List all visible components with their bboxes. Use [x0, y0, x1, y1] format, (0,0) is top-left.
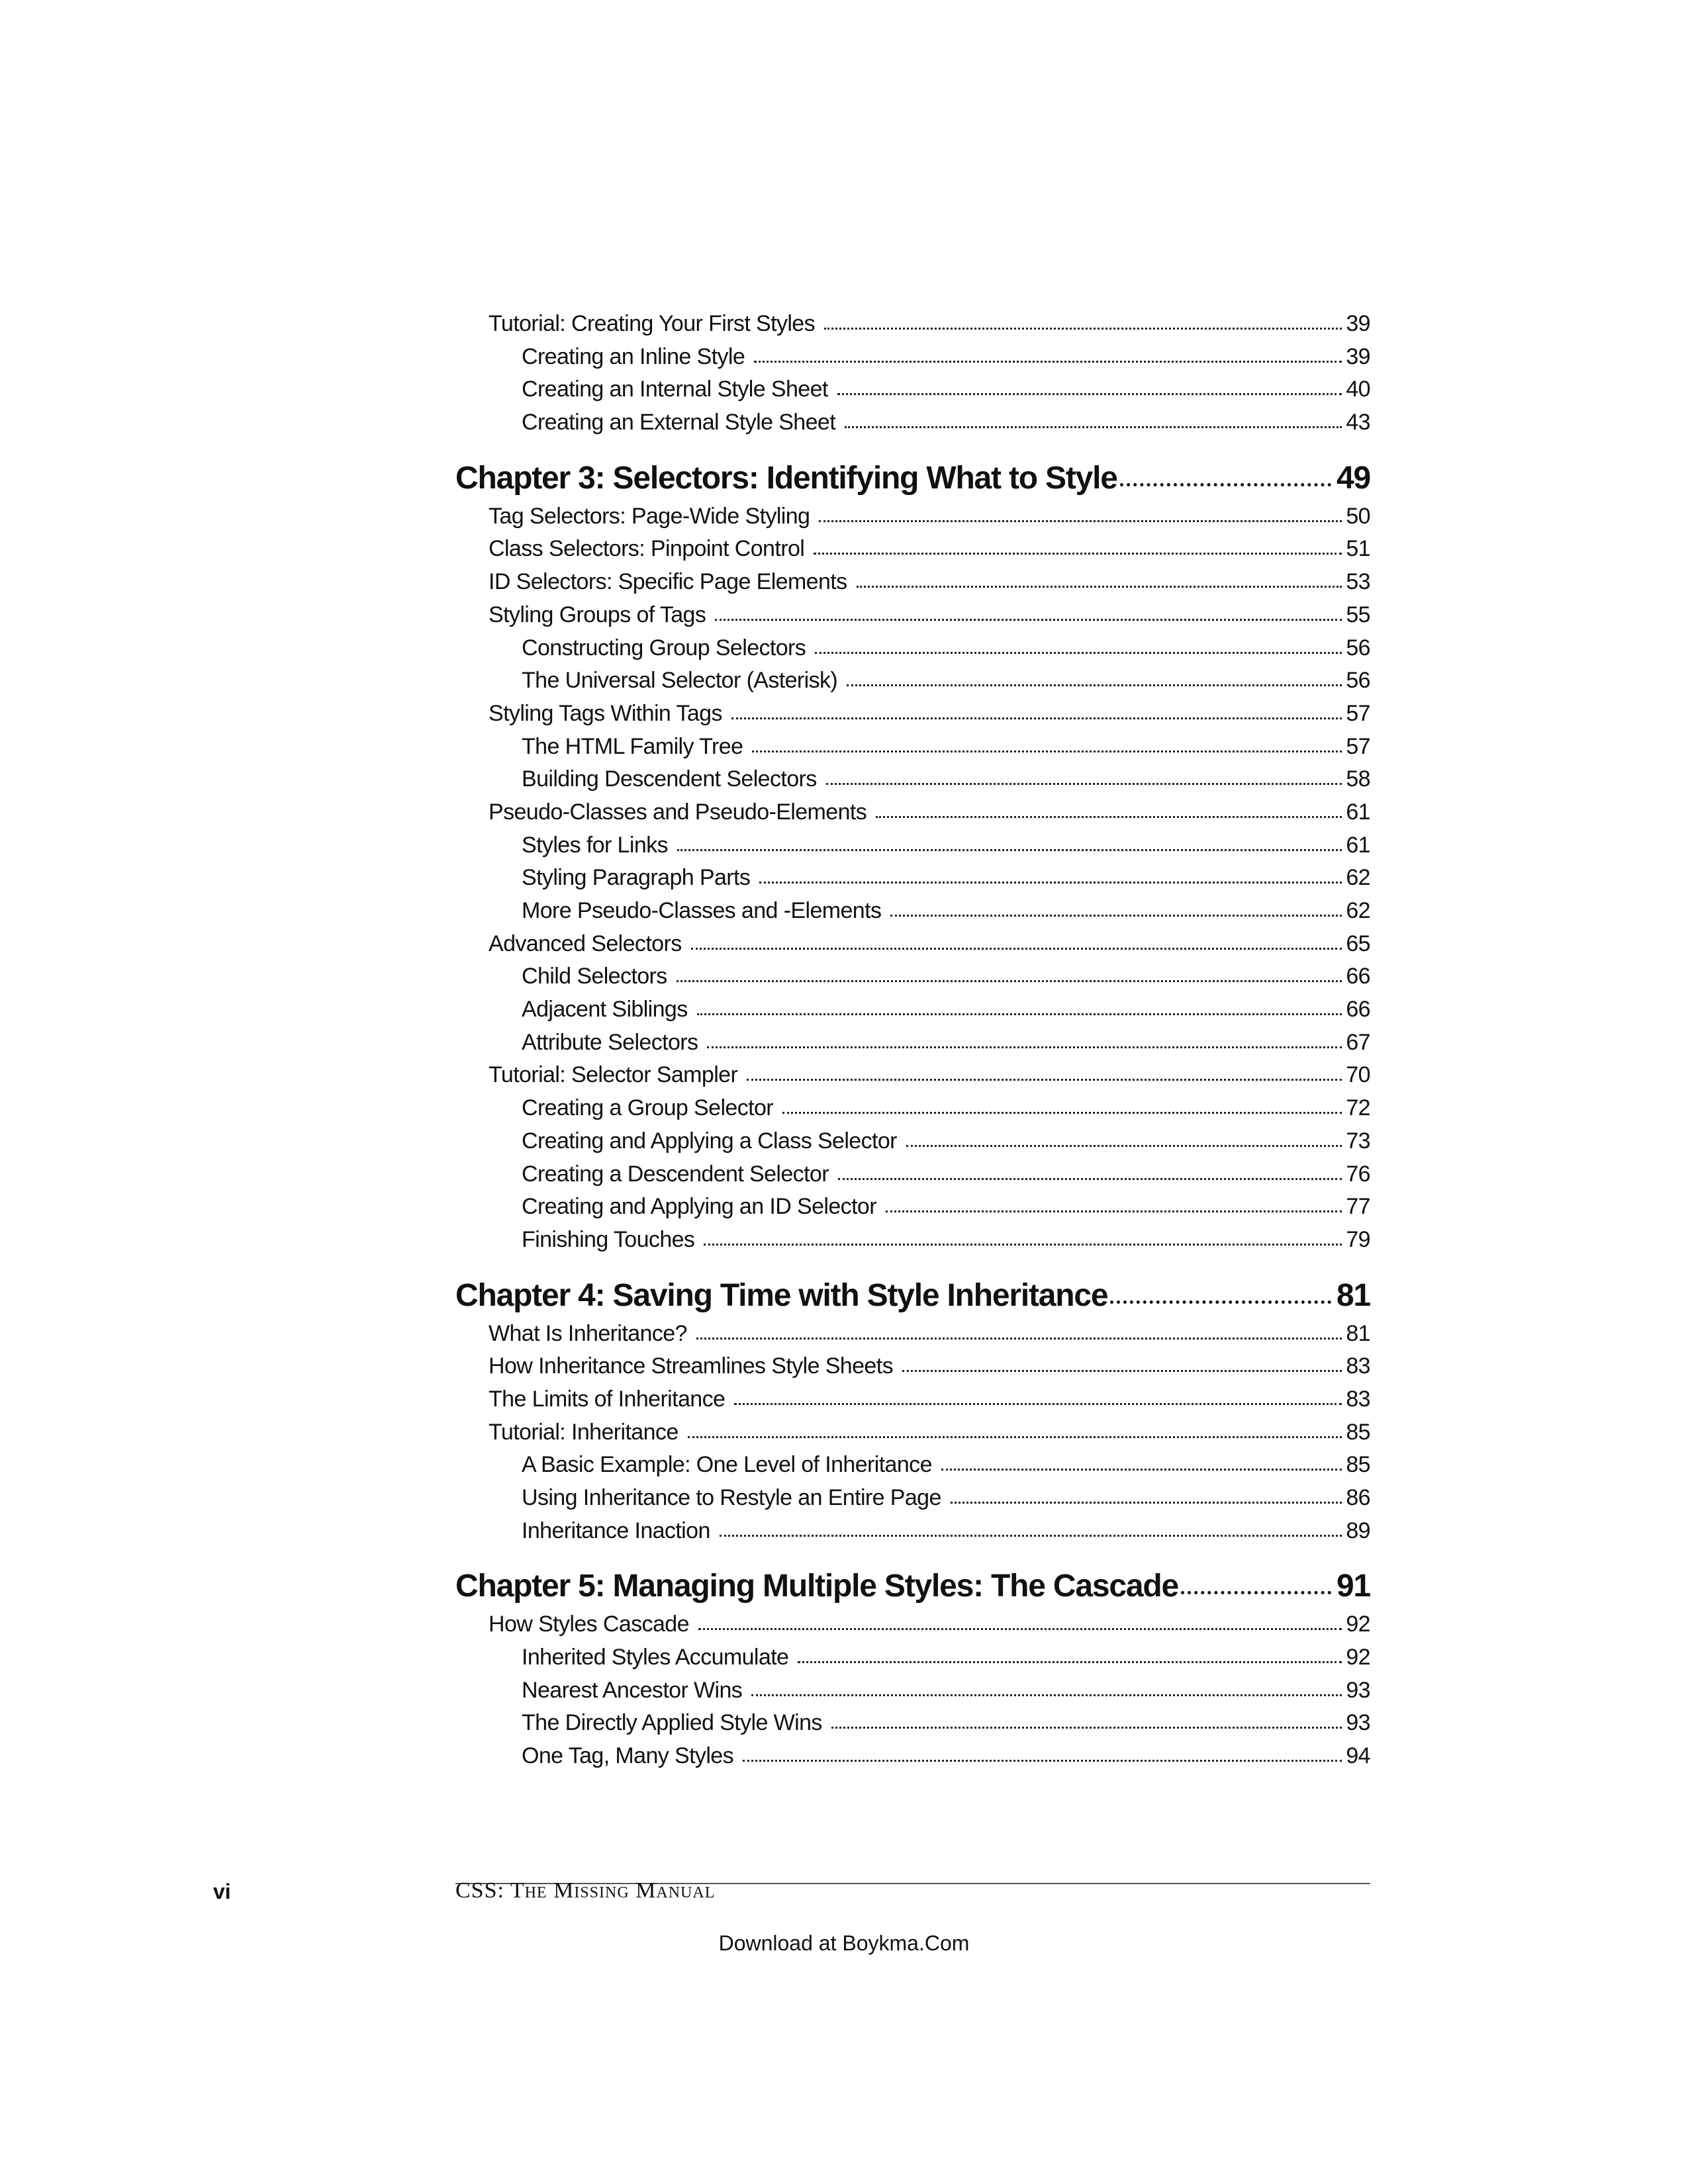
- toc-entry[interactable]: [455, 668, 1370, 701]
- toc-entry-page: 72: [1346, 1095, 1370, 1121]
- dot-leader: [890, 915, 1342, 917]
- toc-entry-page: 57: [1346, 733, 1370, 759]
- toc-entry-page: 83: [1346, 1386, 1370, 1412]
- dot-leader: [902, 1370, 1342, 1372]
- dot-leader: [1120, 483, 1331, 486]
- toc-entry-page: 93: [1346, 1677, 1370, 1703]
- toc-entry-title: The Limits of Inheritance: [489, 1386, 726, 1412]
- toc-entry-title: Inherited Styles Accumulate: [522, 1645, 789, 1670]
- toc-entry-page: 76: [1346, 1161, 1370, 1187]
- toc-entry[interactable]: [455, 311, 1370, 344]
- toc-entry-title: Building Descendent Selectors: [522, 766, 817, 792]
- dot-leader: [698, 1628, 1342, 1630]
- toc-entry-page: 43: [1346, 410, 1370, 435]
- toc-entry[interactable]: [455, 734, 1370, 767]
- toc-entry-page: 85: [1346, 1452, 1370, 1478]
- toc-entry-title: Chapter 5: Managing Multiple Styles: The Cascade: [455, 1569, 1178, 1604]
- toc-entry[interactable]: [455, 1678, 1370, 1711]
- toc-entry[interactable]: [455, 1062, 1370, 1095]
- toc-entry-title: Styling Tags Within Tags: [489, 700, 722, 726]
- toc-entry[interactable]: [455, 344, 1370, 377]
- dot-leader: [691, 948, 1342, 950]
- dot-leader: [831, 1727, 1342, 1729]
- toc-entry[interactable]: [455, 1710, 1370, 1743]
- toc-entry[interactable]: [455, 964, 1370, 997]
- toc-entry-page: 67: [1346, 1029, 1370, 1055]
- dot-leader: [697, 1013, 1342, 1015]
- toc-entry[interactable]: [455, 1227, 1370, 1260]
- dot-leader: [715, 619, 1342, 621]
- dot-leader: [1181, 1591, 1331, 1594]
- dot-leader: [819, 520, 1342, 522]
- dot-leader: [886, 1210, 1342, 1212]
- toc-entry[interactable]: [455, 1485, 1370, 1518]
- toc-entry[interactable]: [455, 1387, 1370, 1420]
- toc-entry-page: 57: [1346, 700, 1370, 726]
- dot-leader: [707, 1046, 1342, 1048]
- toc-entry[interactable]: [455, 504, 1370, 537]
- toc-entry-title: Using Inheritance to Restyle an Entire Page: [522, 1485, 941, 1510]
- toc-entry-page: 92: [1346, 1612, 1370, 1637]
- toc-entry[interactable]: [455, 1645, 1370, 1678]
- toc-entry[interactable]: [455, 865, 1370, 898]
- toc-entry-title: One Tag, Many Styles: [522, 1743, 733, 1769]
- dot-leader: [743, 1760, 1342, 1762]
- toc-entry[interactable]: [455, 410, 1370, 443]
- toc-entry-page: 70: [1346, 1062, 1370, 1088]
- toc-entry-title: Creating an Inline Style: [522, 343, 745, 369]
- toc-entry[interactable]: [455, 1353, 1370, 1387]
- toc-entry-title: Class Selectors: Pinpoint Control: [489, 536, 805, 562]
- toc-entry-title: Chapter 4: Saving Time with Style Inheritance: [455, 1277, 1108, 1313]
- toc-entry-title: Creating and Applying a Class Selector: [522, 1128, 897, 1154]
- running-footer-title: CSS: The Missing Manual: [455, 1878, 716, 1903]
- toc-entry-page: 51: [1346, 536, 1370, 562]
- toc-entry-title: ID Selectors: Specific Page Elements: [489, 569, 847, 595]
- dot-leader: [704, 1244, 1342, 1246]
- toc-entry[interactable]: [455, 635, 1370, 668]
- toc-entry[interactable]: [455, 1321, 1370, 1354]
- page-number: vi: [213, 1880, 231, 1903]
- toc-entry-title: Tutorial: Creating Your First Styles: [489, 311, 816, 336]
- toc-entry[interactable]: [455, 569, 1370, 602]
- toc-entry-page: 39: [1346, 343, 1370, 369]
- toc-entry[interactable]: [455, 536, 1370, 569]
- toc-entry-title: What Is Inheritance?: [489, 1320, 687, 1346]
- toc-entry-title: How Inheritance Streamlines Style Sheets: [489, 1353, 893, 1379]
- toc-entry[interactable]: [455, 1194, 1370, 1227]
- dot-leader: [747, 1079, 1342, 1081]
- toc-entry-title: Creating a Group Selector: [522, 1095, 773, 1121]
- toc-entry-page: 49: [1336, 460, 1370, 496]
- toc-entry-page: 61: [1346, 832, 1370, 858]
- toc-entry-title: Child Selectors: [522, 964, 667, 989]
- toc-entry-title: Adjacent Siblings: [522, 997, 688, 1023]
- dot-leader: [677, 849, 1342, 851]
- toc-entry-title: More Pseudo-Classes and -Elements: [522, 898, 882, 923]
- toc-entry-title: Advanced Selectors: [489, 931, 682, 956]
- toc-entry-title: Finishing Touches: [522, 1226, 695, 1252]
- toc-entry-title: Inheritance Inaction: [522, 1518, 710, 1543]
- dot-leader: [688, 1436, 1342, 1438]
- toc-entry[interactable]: [455, 701, 1370, 734]
- toc-chapter-entry[interactable]: [455, 1568, 1370, 1609]
- toc-entry-title: Styling Groups of Tags: [489, 602, 706, 627]
- toc-entry[interactable]: [455, 1161, 1370, 1195]
- dot-leader: [754, 361, 1342, 363]
- toc-entry-page: 91: [1336, 1569, 1370, 1604]
- toc-entry-title: Creating an Internal Style Sheet: [522, 377, 828, 402]
- dot-leader: [751, 1694, 1342, 1696]
- dot-leader: [941, 1469, 1342, 1471]
- toc-entry[interactable]: [455, 377, 1370, 410]
- dot-leader: [798, 1661, 1342, 1663]
- toc-entry-page: 81: [1346, 1320, 1370, 1346]
- toc-entry-page: 50: [1346, 503, 1370, 529]
- toc-entry-title: How Styles Cascade: [489, 1612, 689, 1637]
- toc-entry[interactable]: [455, 1128, 1370, 1161]
- dot-leader: [731, 717, 1342, 719]
- toc-entry-title: A Basic Example: One Level of Inheritance: [522, 1452, 932, 1478]
- toc-entry-page: 62: [1346, 898, 1370, 923]
- toc-entry-page: 73: [1346, 1128, 1370, 1154]
- toc-entry[interactable]: [455, 931, 1370, 964]
- toc-entry-title: Tag Selectors: Page-Wide Styling: [489, 503, 810, 529]
- toc-entry-title: Constructing Group Selectors: [522, 635, 806, 660]
- dot-leader: [1110, 1300, 1331, 1304]
- toc-entry[interactable]: [455, 1452, 1370, 1485]
- toc-entry-title: Creating and Applying an ID Selector: [522, 1194, 876, 1220]
- toc-entry-page: 62: [1346, 865, 1370, 891]
- dot-leader: [847, 684, 1342, 686]
- dot-leader: [752, 751, 1342, 752]
- dot-leader: [734, 1403, 1342, 1405]
- toc-entry-title: Creating an External Style Sheet: [522, 410, 836, 435]
- toc-entry-page: 89: [1346, 1518, 1370, 1543]
- toc-entry-title: Tutorial: Selector Sampler: [489, 1062, 738, 1088]
- dot-leader: [720, 1535, 1342, 1537]
- toc-entry-page: 40: [1346, 377, 1370, 402]
- toc-entry-page: 53: [1346, 569, 1370, 595]
- toc-entry-page: 92: [1346, 1645, 1370, 1670]
- download-note: Download at Boykma.Com: [718, 1931, 970, 1955]
- toc-entry-page: 79: [1346, 1226, 1370, 1252]
- toc-chapter-entry[interactable]: [455, 460, 1370, 501]
- toc-entry-page: 81: [1336, 1277, 1370, 1313]
- toc-entry[interactable]: [455, 1420, 1370, 1453]
- toc-entry-title: The Directly Applied Style Wins: [522, 1710, 822, 1736]
- toc-entry-page: 58: [1346, 766, 1370, 792]
- toc-entry-title: Styles for Links: [522, 832, 668, 858]
- toc-entry-page: 94: [1346, 1743, 1370, 1769]
- toc-entry-title: Creating a Descendent Selector: [522, 1161, 829, 1187]
- dot-leader: [826, 783, 1342, 785]
- toc-entry-page: 61: [1346, 799, 1370, 825]
- dot-leader: [677, 980, 1342, 982]
- toc-entry-page: 85: [1346, 1419, 1370, 1445]
- dot-leader: [815, 652, 1342, 654]
- dot-leader: [906, 1145, 1342, 1147]
- toc-entry[interactable]: [455, 898, 1370, 931]
- toc-entry-page: 66: [1346, 997, 1370, 1023]
- toc-entry-title: Styling Paragraph Parts: [522, 865, 751, 891]
- toc-chapter-entry[interactable]: [455, 1277, 1370, 1318]
- toc-entry-page: 56: [1346, 635, 1370, 660]
- toc-entry[interactable]: [455, 1743, 1370, 1776]
- toc-entry-page: 83: [1346, 1353, 1370, 1379]
- toc-entry-page: 66: [1346, 964, 1370, 989]
- table-of-contents: [455, 311, 1370, 1776]
- toc-entry-title: Nearest Ancestor Wins: [522, 1677, 743, 1703]
- toc-entry[interactable]: [455, 1095, 1370, 1128]
- toc-entry-title: Chapter 3: Selectors: Identifying What to Style: [455, 460, 1117, 496]
- toc-entry-page: 77: [1346, 1194, 1370, 1220]
- toc-entry-page: 86: [1346, 1485, 1370, 1510]
- dot-leader: [838, 1178, 1342, 1180]
- dot-leader: [824, 328, 1342, 330]
- toc-entry[interactable]: [455, 602, 1370, 635]
- toc-entry[interactable]: [455, 1518, 1370, 1551]
- toc-entry-page: 65: [1346, 931, 1370, 956]
- dot-leader: [759, 882, 1342, 884]
- toc-entry[interactable]: [455, 1030, 1370, 1063]
- toc-entry-title: Attribute Selectors: [522, 1029, 698, 1055]
- toc-entry-page: 93: [1346, 1710, 1370, 1736]
- toc-entry[interactable]: [455, 766, 1370, 799]
- toc-entry-page: 56: [1346, 668, 1370, 694]
- dot-leader: [814, 553, 1342, 555]
- dot-leader: [876, 816, 1342, 818]
- toc-entry-page: 39: [1346, 311, 1370, 336]
- toc-entry[interactable]: [455, 1612, 1370, 1645]
- dot-leader: [951, 1502, 1342, 1504]
- toc-entry-title: The HTML Family Tree: [522, 733, 743, 759]
- dot-leader: [857, 586, 1342, 588]
- toc-entry-title: The Universal Selector (Asterisk): [522, 668, 838, 694]
- toc-entry-title: Pseudo-Classes and Pseudo-Elements: [489, 799, 867, 825]
- dot-leader: [845, 426, 1342, 428]
- toc-entry[interactable]: [455, 799, 1370, 833]
- toc-entry-title: Tutorial: Inheritance: [489, 1419, 679, 1445]
- dot-leader: [837, 393, 1342, 395]
- dot-leader: [696, 1338, 1342, 1340]
- toc-entry-page: 55: [1346, 602, 1370, 627]
- dot-leader: [782, 1112, 1342, 1114]
- toc-entry[interactable]: [455, 997, 1370, 1030]
- toc-entry[interactable]: [455, 833, 1370, 866]
